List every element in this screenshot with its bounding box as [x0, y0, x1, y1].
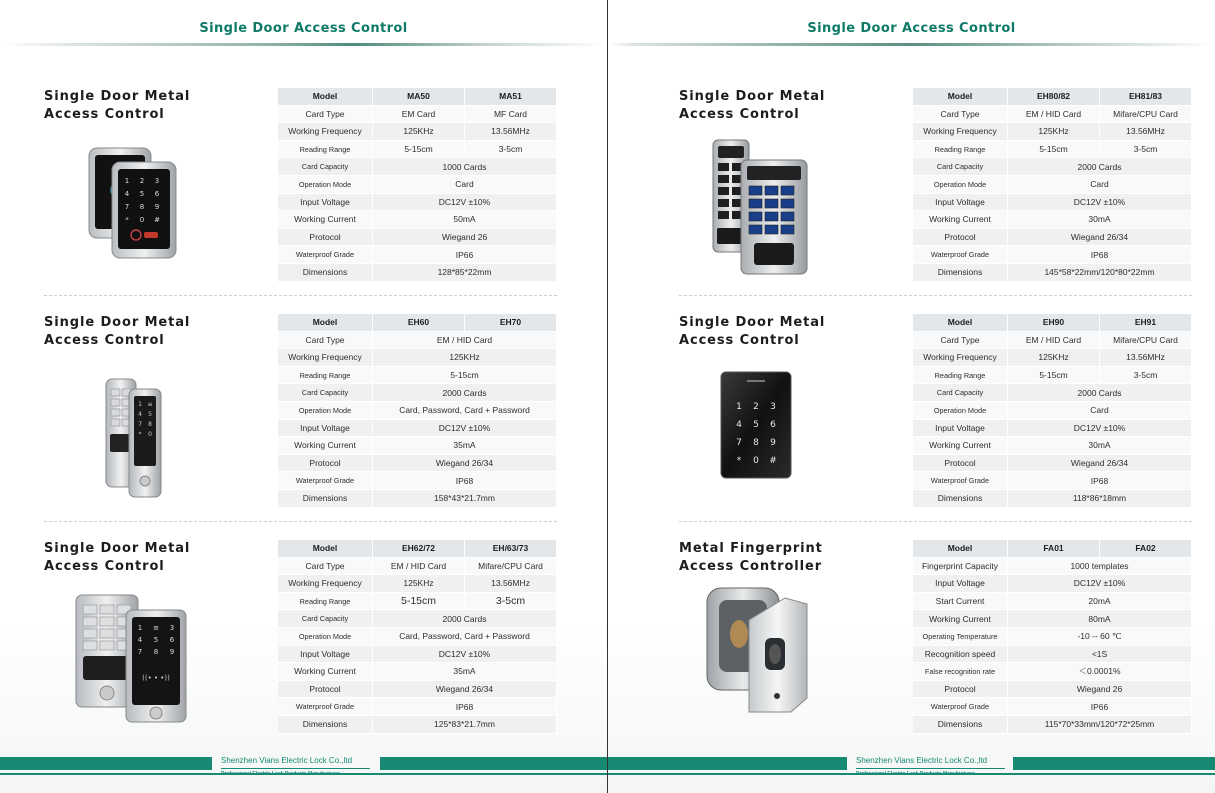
row-label: Working Current	[278, 663, 373, 681]
cell: 125KHz	[1008, 123, 1100, 141]
company-underline	[221, 768, 370, 769]
cell: Card	[1008, 402, 1192, 420]
row-label: Card Type	[913, 106, 1008, 124]
svg-text:5: 5	[139, 190, 145, 198]
keypad-reader-image	[699, 354, 849, 504]
spec-table	[913, 88, 1192, 282]
col-header: EH62/72	[373, 540, 465, 558]
row-label: Operation Mode	[278, 176, 373, 194]
cell: 1000 templates	[1008, 558, 1192, 576]
svg-text:9: 9	[154, 203, 160, 211]
cell: 118*86*18mm	[1008, 490, 1192, 508]
spec-table	[913, 540, 1192, 734]
svg-text:1: 1	[124, 177, 130, 185]
row-label: Working Current	[913, 610, 1008, 628]
cell: 125KHz	[373, 575, 465, 593]
product-block	[44, 88, 564, 288]
col-header: MA50	[373, 88, 465, 106]
cell: IP68	[1008, 472, 1192, 490]
cell: 145*58*22mm/120*80*22mm	[1008, 264, 1192, 282]
footer-bar	[380, 757, 607, 770]
row-label: Input Voltage	[278, 646, 373, 664]
fingerprint-reader-image	[699, 580, 849, 730]
svg-text:1: 1	[137, 624, 143, 632]
cell: Mifare/CPU Card	[1100, 106, 1192, 124]
row-label: Dimensions	[278, 716, 373, 734]
row-label: Input Voltage	[913, 420, 1008, 438]
col-header: FA01	[1008, 540, 1100, 558]
svg-text:≡: ≡	[147, 401, 153, 408]
spec-table	[278, 540, 557, 734]
row-label: Card Capacity	[913, 384, 1008, 402]
cell: 2000 Cards	[1008, 158, 1192, 176]
cell: DC12V ±10%	[1008, 575, 1192, 593]
cell: EM / HID Card	[1008, 106, 1100, 124]
divider	[679, 521, 1192, 522]
cell: 3-5cm	[465, 593, 557, 611]
cell: EM Card	[373, 106, 465, 124]
cell: 3-5cm	[1100, 141, 1192, 159]
row-label: Working Current	[913, 211, 1008, 229]
row-label: Dimensions	[278, 264, 373, 282]
row-label: Protocol	[913, 455, 1008, 473]
cell: Card	[373, 176, 557, 194]
cell: 5-15cm	[373, 367, 557, 385]
keypad-key: 0	[753, 456, 759, 466]
cell: 13.56MHz	[1100, 123, 1192, 141]
keypad-reader-image	[64, 580, 214, 730]
cell: Wiegand 26/34	[1008, 229, 1192, 247]
row-label: Working Frequency	[278, 349, 373, 367]
row-label: Dimensions	[913, 490, 1008, 508]
row-label: Reading Range	[278, 141, 373, 159]
row-label: Working Frequency	[278, 123, 373, 141]
cell: 2000 Cards	[1008, 384, 1192, 402]
company-underline	[856, 768, 1005, 769]
col-header: EH80/82	[1008, 88, 1100, 106]
cell: DC12V ±10%	[373, 420, 557, 438]
row-label: Dimensions	[278, 490, 373, 508]
row-label: Waterproof Grade	[913, 698, 1008, 716]
row-label: Working Current	[278, 437, 373, 455]
cell: Wiegand 26/34	[1008, 455, 1192, 473]
product-title: Single Door Metal Access Control	[44, 89, 191, 122]
product-title: Metal Fingerprint Access Controller	[679, 541, 823, 574]
keypad-key: 5	[753, 420, 759, 430]
cell: 50mA	[373, 211, 557, 229]
row-label: False recognition rate	[913, 663, 1008, 681]
keypad-key: #	[769, 456, 777, 466]
row-label: Card Type	[278, 558, 373, 576]
col-header: EH90	[1008, 314, 1100, 332]
product-block	[679, 314, 1199, 514]
cell: IP66	[373, 246, 557, 264]
cell: 125KHz	[373, 349, 557, 367]
svg-text:5: 5	[148, 411, 152, 418]
cell: 125*83*21.7mm	[373, 716, 557, 734]
company-tagline: Professional Electric Lock Products Manufacturer	[856, 771, 975, 777]
cell: 3-5cm	[465, 141, 557, 159]
row-label: Start Current	[913, 593, 1008, 611]
cell: 158*43*21.7mm	[373, 490, 557, 508]
col-header: EH70	[465, 314, 557, 332]
col-header: Model	[278, 540, 373, 558]
row-label: Working Frequency	[913, 123, 1008, 141]
cell: 3-5cm	[1100, 367, 1192, 385]
svg-text:8: 8	[153, 648, 159, 656]
left-page	[0, 0, 607, 793]
keypad-key: 1	[736, 402, 742, 412]
product-block	[44, 314, 564, 514]
row-label: Protocol	[278, 455, 373, 473]
cell: <1S	[1008, 646, 1192, 664]
cell: Mifare/CPU Card	[1100, 332, 1192, 350]
svg-text:6: 6	[154, 190, 160, 198]
cell: Wiegand 26/34	[373, 455, 557, 473]
cell: 30mA	[1008, 437, 1192, 455]
row-label: Input Voltage	[278, 420, 373, 438]
cell: 2000 Cards	[373, 384, 557, 402]
svg-text:1: 1	[138, 401, 142, 408]
row-label: Card Capacity	[278, 158, 373, 176]
row-label: Card Capacity	[278, 384, 373, 402]
row-label: Dimensions	[913, 264, 1008, 282]
svg-text:7: 7	[138, 421, 142, 428]
cell: Wiegand 26/34	[373, 681, 557, 699]
row-label: Reading Range	[913, 367, 1008, 385]
cell: MF Card	[465, 106, 557, 124]
cell: IP68	[373, 472, 557, 490]
divider	[44, 295, 557, 296]
keypad-key: 3	[770, 402, 776, 412]
svg-text:0: 0	[148, 431, 152, 438]
svg-text:6: 6	[169, 636, 175, 644]
product-title: Single Door Metal Access Control	[44, 541, 191, 574]
svg-text:8: 8	[148, 421, 152, 428]
company-name: Shenzhen Vians Electric Lock Co.,ltd	[221, 756, 353, 765]
page-header-title: Single Door Access Control	[807, 21, 1016, 36]
cell: Wiegand 26	[373, 229, 557, 247]
row-label: Protocol	[278, 229, 373, 247]
product-title: Single Door Metal Access Control	[679, 315, 826, 348]
svg-text:((• • •)): ((• • •))	[142, 674, 170, 682]
svg-text:4: 4	[124, 190, 130, 198]
cell: Wiegand 26	[1008, 681, 1192, 699]
spec-table	[913, 314, 1192, 508]
keypad-key: *	[736, 456, 742, 466]
cell: DC12V ±10%	[1008, 420, 1192, 438]
company-name: Shenzhen Vians Electric Lock Co.,ltd	[856, 756, 988, 765]
cell: 2000 Cards	[373, 610, 557, 628]
keypad-reader-image	[64, 354, 214, 504]
row-label: Card Type	[913, 332, 1008, 350]
cell: 5-15cm	[1008, 367, 1100, 385]
row-label: Working Frequency	[913, 349, 1008, 367]
col-header: Model	[278, 88, 373, 106]
cell: 35mA	[373, 437, 557, 455]
svg-text:2: 2	[139, 177, 145, 185]
row-label: Working Current	[278, 211, 373, 229]
row-label: Card Type	[278, 106, 373, 124]
row-label: Protocol	[913, 229, 1008, 247]
keypad-key: 4	[736, 420, 742, 430]
cell: IP68	[1008, 246, 1192, 264]
cell: Card, Password, Card + Password	[373, 628, 557, 646]
svg-text:5: 5	[153, 636, 159, 644]
cell: 115*70*33mm/120*72*25mm	[1008, 716, 1192, 734]
cell: -10 -- 60 ℃	[1008, 628, 1192, 646]
spec-table	[278, 88, 557, 282]
svg-text:7: 7	[137, 648, 143, 656]
svg-text:#: #	[154, 216, 160, 224]
cell: 5-15cm	[373, 141, 465, 159]
svg-text:*: *	[125, 216, 129, 224]
header-rule	[0, 43, 607, 46]
col-header: EH60	[373, 314, 465, 332]
cell: 13.56MHz	[465, 575, 557, 593]
cell: 80mA	[1008, 610, 1192, 628]
row-label: Operation Mode	[913, 402, 1008, 420]
cell: DC12V ±10%	[373, 646, 557, 664]
svg-text:≡: ≡	[153, 624, 159, 632]
col-header: FA02	[1100, 540, 1192, 558]
footer-bar	[1013, 757, 1215, 770]
svg-text:3: 3	[154, 177, 160, 185]
cell: EM / HID Card	[373, 558, 465, 576]
row-label: Operation Mode	[913, 176, 1008, 194]
cell: 13.56MHz	[1100, 349, 1192, 367]
col-header: Model	[913, 314, 1008, 332]
cell: 125KHz	[373, 123, 465, 141]
row-label: Reading Range	[913, 141, 1008, 159]
keypad-key: 7	[736, 438, 742, 448]
row-label: Reading Range	[278, 367, 373, 385]
row-label: Waterproof Grade	[278, 472, 373, 490]
row-label: Working Current	[913, 437, 1008, 455]
keypad-reader-image	[699, 128, 849, 278]
svg-text:8: 8	[139, 203, 145, 211]
row-label: Dimensions	[913, 716, 1008, 734]
svg-text:3: 3	[169, 624, 175, 632]
cell: 5-15cm	[373, 593, 465, 611]
row-label: Waterproof Grade	[278, 246, 373, 264]
cell: Card	[1008, 176, 1192, 194]
product-block	[679, 540, 1199, 740]
cell: 30mA	[1008, 211, 1192, 229]
row-label: Recognition speed	[913, 646, 1008, 664]
keypad-reader-image	[64, 128, 214, 278]
row-label: Operating Temperature	[913, 628, 1008, 646]
keypad-key: 8	[753, 438, 759, 448]
row-label: Waterproof Grade	[278, 698, 373, 716]
row-label: Card Capacity	[913, 158, 1008, 176]
svg-text:7: 7	[124, 203, 130, 211]
page-header-title: Single Door Access Control	[199, 21, 408, 36]
col-header: MA51	[465, 88, 557, 106]
col-header: EH81/83	[1100, 88, 1192, 106]
cell: IP68	[373, 698, 557, 716]
cell: IP66	[1008, 698, 1192, 716]
svg-text:4: 4	[138, 411, 142, 418]
col-header: EH/63/73	[465, 540, 557, 558]
row-label: Card Type	[278, 332, 373, 350]
row-label: Input Voltage	[913, 194, 1008, 212]
cell: 13.56MHz	[465, 123, 557, 141]
cell: Mifare/CPU Card	[465, 558, 557, 576]
svg-text:0: 0	[139, 216, 145, 224]
cell: 1000 Cards	[373, 158, 557, 176]
cell: 35mA	[373, 663, 557, 681]
cell: 20mA	[1008, 593, 1192, 611]
product-block	[679, 88, 1199, 288]
cell: 5-15cm	[1008, 141, 1100, 159]
row-label: Protocol	[913, 681, 1008, 699]
cell: EM / HID Card	[1008, 332, 1100, 350]
cell: EM / HID Card	[373, 332, 557, 350]
row-label: Input Voltage	[913, 575, 1008, 593]
cell: 128*85*22mm	[373, 264, 557, 282]
col-header: EH91	[1100, 314, 1192, 332]
row-label: Waterproof Grade	[913, 472, 1008, 490]
row-label: Reading Range	[278, 593, 373, 611]
col-header: Model	[913, 540, 1008, 558]
col-header: Model	[913, 88, 1008, 106]
cell: DC12V ±10%	[1008, 194, 1192, 212]
cell: 125KHz	[1008, 349, 1100, 367]
row-label: Protocol	[278, 681, 373, 699]
divider	[679, 295, 1192, 296]
product-block	[44, 540, 564, 740]
product-title: Single Door Metal Access Control	[679, 89, 826, 122]
col-header: Model	[278, 314, 373, 332]
row-label: Card Capacity	[278, 610, 373, 628]
svg-text:4: 4	[137, 636, 143, 644]
row-label: Input Voltage	[278, 194, 373, 212]
keypad-key: 2	[753, 402, 759, 412]
svg-text:9: 9	[169, 648, 175, 656]
svg-text:*: *	[138, 431, 142, 438]
header-rule	[608, 43, 1215, 46]
footer-bar	[0, 757, 212, 770]
row-label: Operation Mode	[278, 402, 373, 420]
cell: Card, Password, Card + Password	[373, 402, 557, 420]
product-title: Single Door Metal Access Control	[44, 315, 191, 348]
divider	[44, 521, 557, 522]
keypad-key: 6	[770, 420, 776, 430]
cell: ＜0.0001%	[1008, 663, 1192, 681]
footer-bar	[608, 757, 847, 770]
cell: DC12V ±10%	[373, 194, 557, 212]
row-label: Waterproof Grade	[913, 246, 1008, 264]
keypad-key: 9	[770, 438, 776, 448]
company-tagline: Professional Electric Lock Products Manufacturer	[221, 771, 340, 777]
right-page	[608, 0, 1215, 793]
spec-table	[278, 314, 557, 508]
row-label: Operation Mode	[278, 628, 373, 646]
row-label: Fingerprint Capacity	[913, 558, 1008, 576]
row-label: Working Frequency	[278, 575, 373, 593]
